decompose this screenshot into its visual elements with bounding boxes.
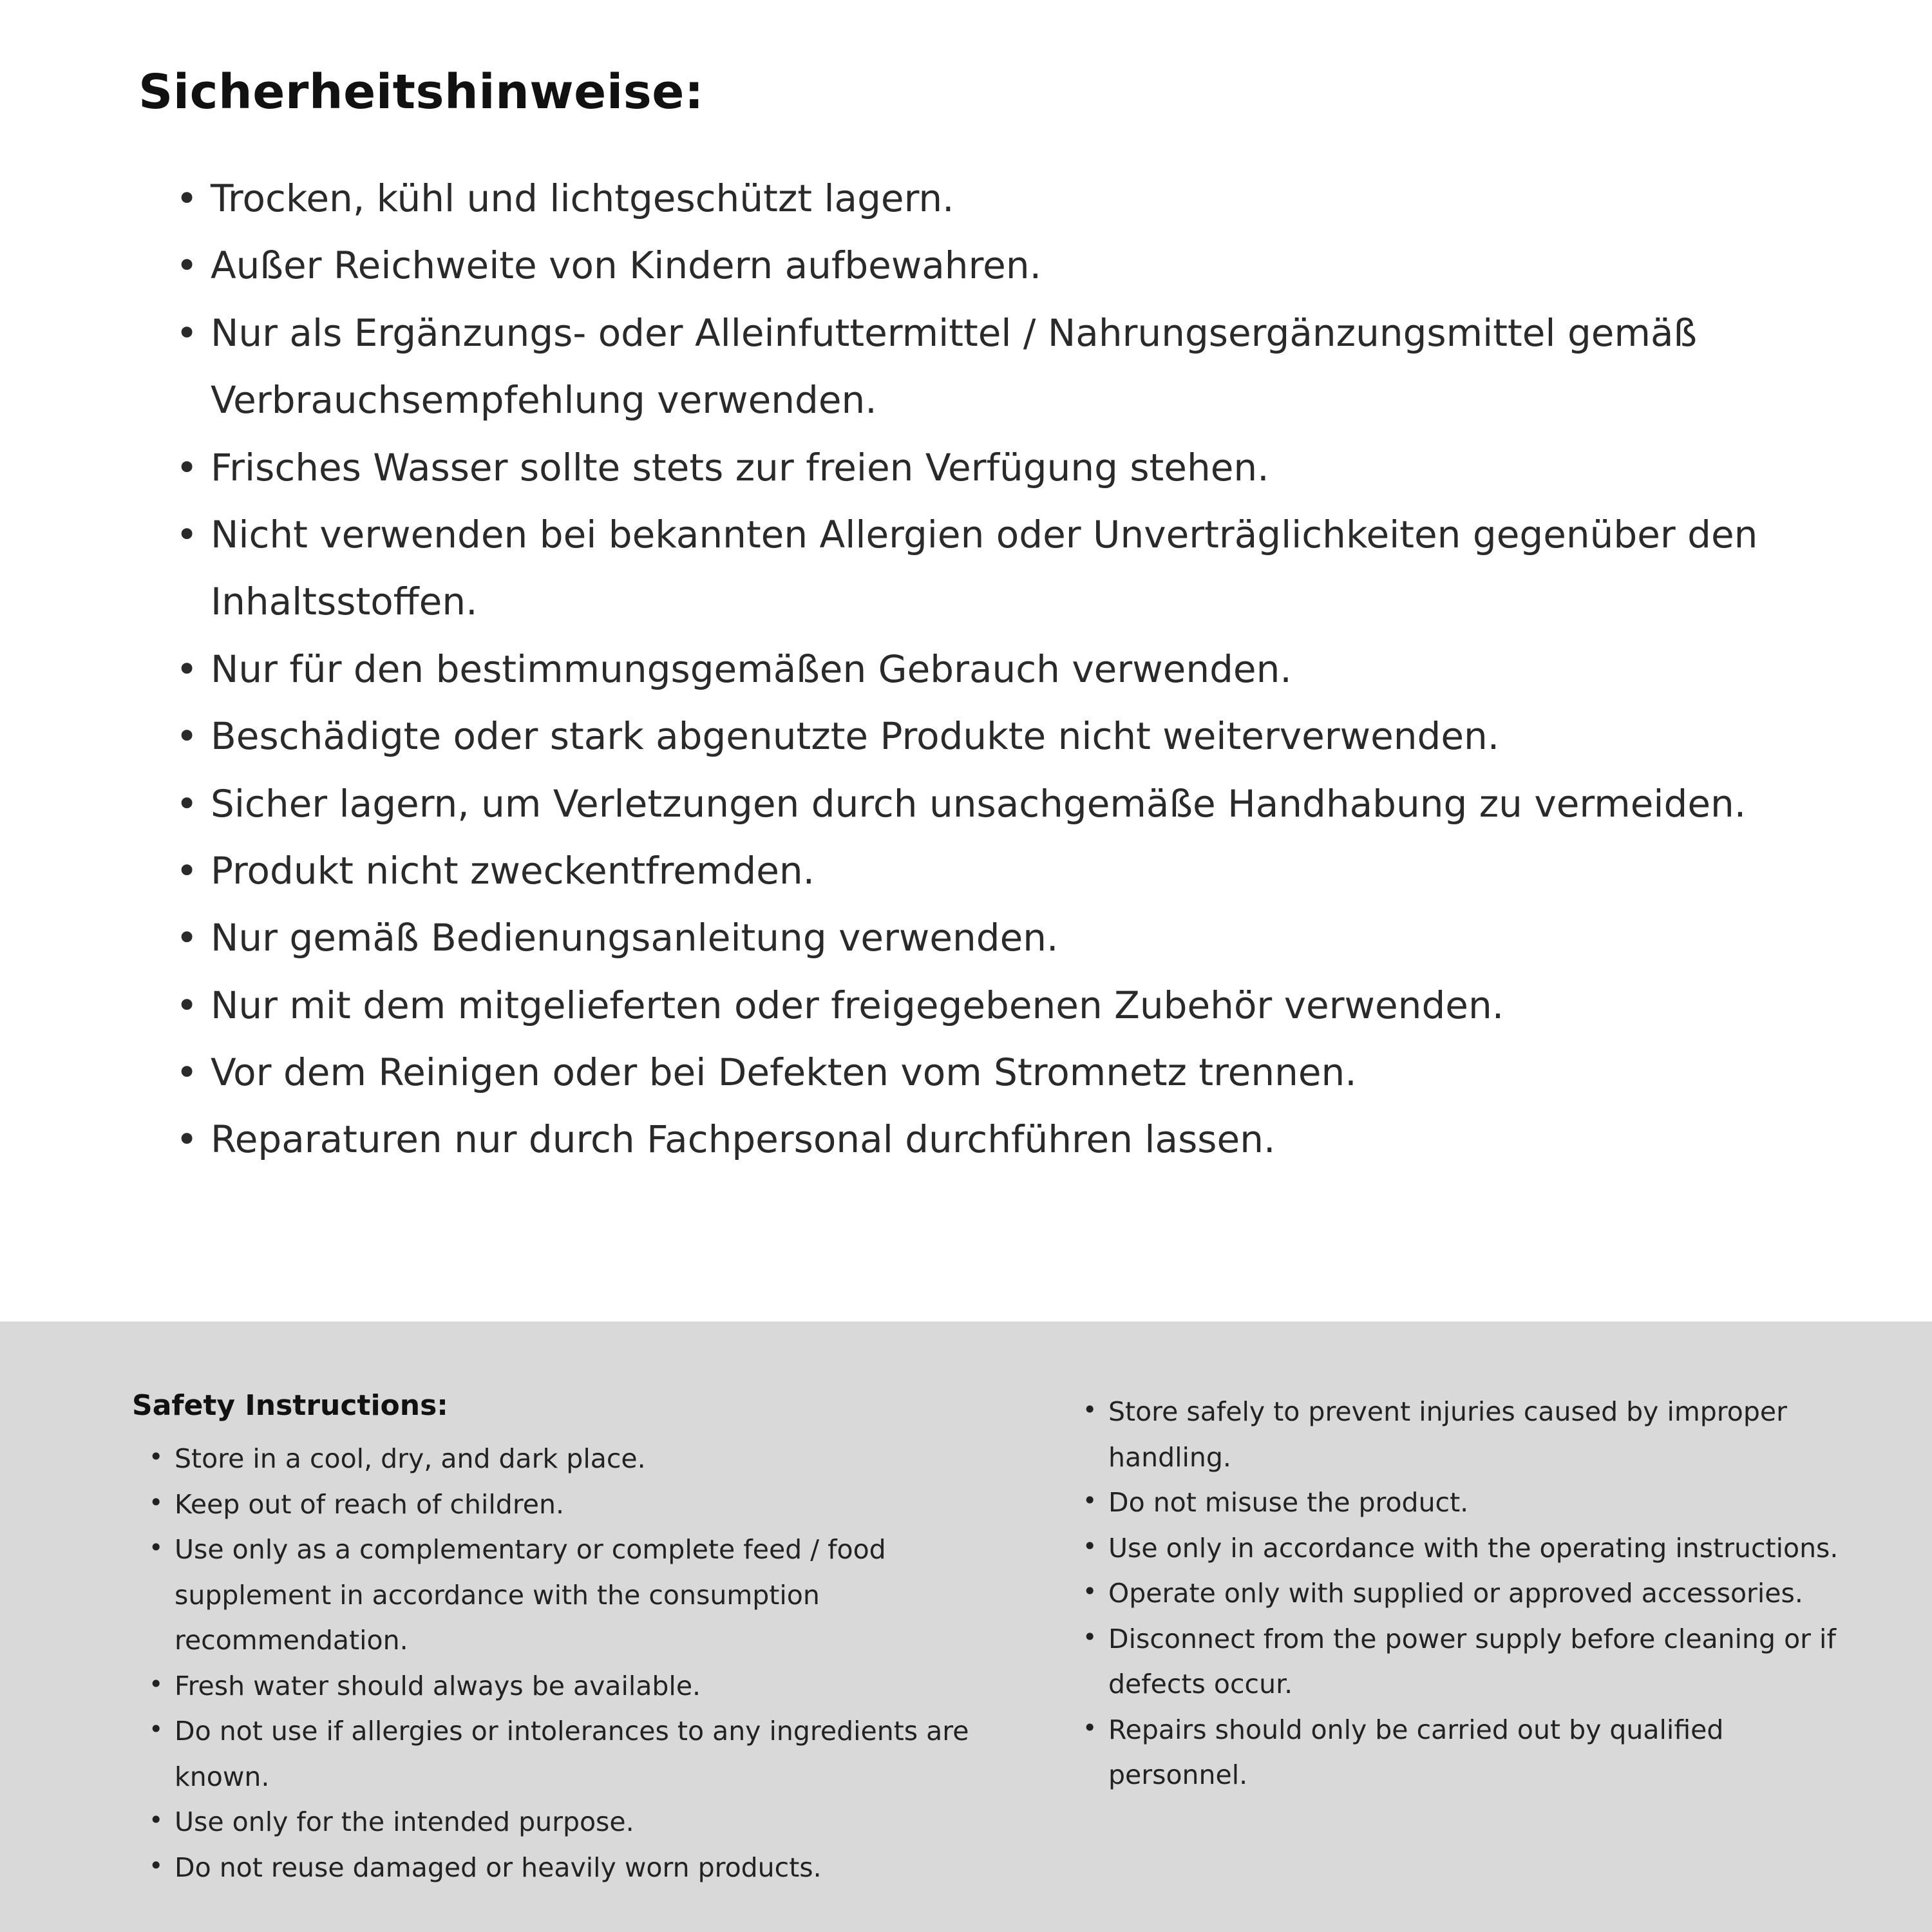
- english-safety-item: • Keep out of reach of children.: [146, 1482, 989, 1528]
- english-left-list: [146, 1436, 989, 1890]
- english-safety-item: • Operate only with supplied or approved accessories.: [1080, 1571, 1871, 1616]
- english-title: Safety Instructions:: [132, 1389, 448, 1422]
- english-right-list: [1080, 1389, 1871, 1798]
- german-safety-item: • Trocken, kühl und lichtgeschützt lagern.: [171, 165, 1858, 232]
- german-safety-item: • Reparaturen nur durch Fachpersonal durchführen lassen.: [171, 1106, 1858, 1173]
- german-safety-item: • Nicht verwenden bei bekannten Allergien oder Unverträglichkeiten gegenüber den Inhaltsstoffen.: [171, 501, 1858, 636]
- english-safety-item: • Use only in accordance with the operating instructions.: [1080, 1526, 1871, 1571]
- english-right-column: [1066, 1389, 1871, 1893]
- german-safety-item: • Außer Reichweite von Kindern aufbewahren.: [171, 232, 1858, 299]
- german-safety-item: • Nur für den bestimmungsgemäßen Gebrauch verwenden.: [171, 636, 1858, 703]
- german-safety-item: • Nur mit dem mitgelieferten oder freigegebenen Zubehör verwenden.: [171, 972, 1858, 1039]
- english-safety-item: • Do not misuse the product.: [1080, 1480, 1871, 1526]
- english-section: [0, 1321, 1932, 1932]
- german-safety-item: • Sicher lagern, um Verletzungen durch unsachgemäße Handhabung zu vermeiden.: [171, 770, 1858, 837]
- english-safety-item: • Disconnect from the power supply before cleaning or if defects occur.: [1080, 1616, 1871, 1707]
- german-safety-item: • Frisches Wasser sollte stets zur freien Verfügung stehen.: [171, 434, 1858, 501]
- english-safety-item: • Store safely to prevent injuries caused by improper handling.: [1080, 1389, 1871, 1480]
- english-safety-item: • Use only as a complementary or complete feed / food supplement in accordance with the consumption recommendation.: [146, 1527, 989, 1663]
- german-safety-item: • Nur als Ergänzungs- oder Alleinfuttermittel / Nahrungsergänzungsmittel gemäß Verbrauchsempfehlung verwenden.: [171, 299, 1858, 434]
- english-safety-item: • Repairs should only be carried out by qualified personnel.: [1080, 1707, 1871, 1798]
- english-safety-item: • Use only for the intended purpose.: [146, 1799, 989, 1845]
- english-safety-item: • Do not reuse damaged or heavily worn products.: [146, 1845, 989, 1891]
- german-safety-item: • Nur gemäß Bedienungsanleitung verwenden.: [171, 904, 1858, 971]
- english-left-column: [132, 1389, 989, 1893]
- english-safety-item: • Do not use if allergies or intolerances to any ingredients are known.: [146, 1709, 989, 1799]
- german-safety-item: • Vor dem Reinigen oder bei Defekten vom Stromnetz trennen.: [171, 1039, 1858, 1106]
- german-safety-item: • Produkt nicht zweckentfremden.: [171, 837, 1858, 904]
- english-safety-item: • Fresh water should always be available.: [146, 1663, 989, 1709]
- german-title: Sicherheitshinweise:: [138, 64, 705, 120]
- german-safety-list: [171, 165, 1858, 1173]
- english-safety-item: • Store in a cool, dry, and dark place.: [146, 1436, 989, 1482]
- german-safety-item: • Beschädigte oder stark abgenutzte Produkte nicht weiterverwenden.: [171, 703, 1858, 770]
